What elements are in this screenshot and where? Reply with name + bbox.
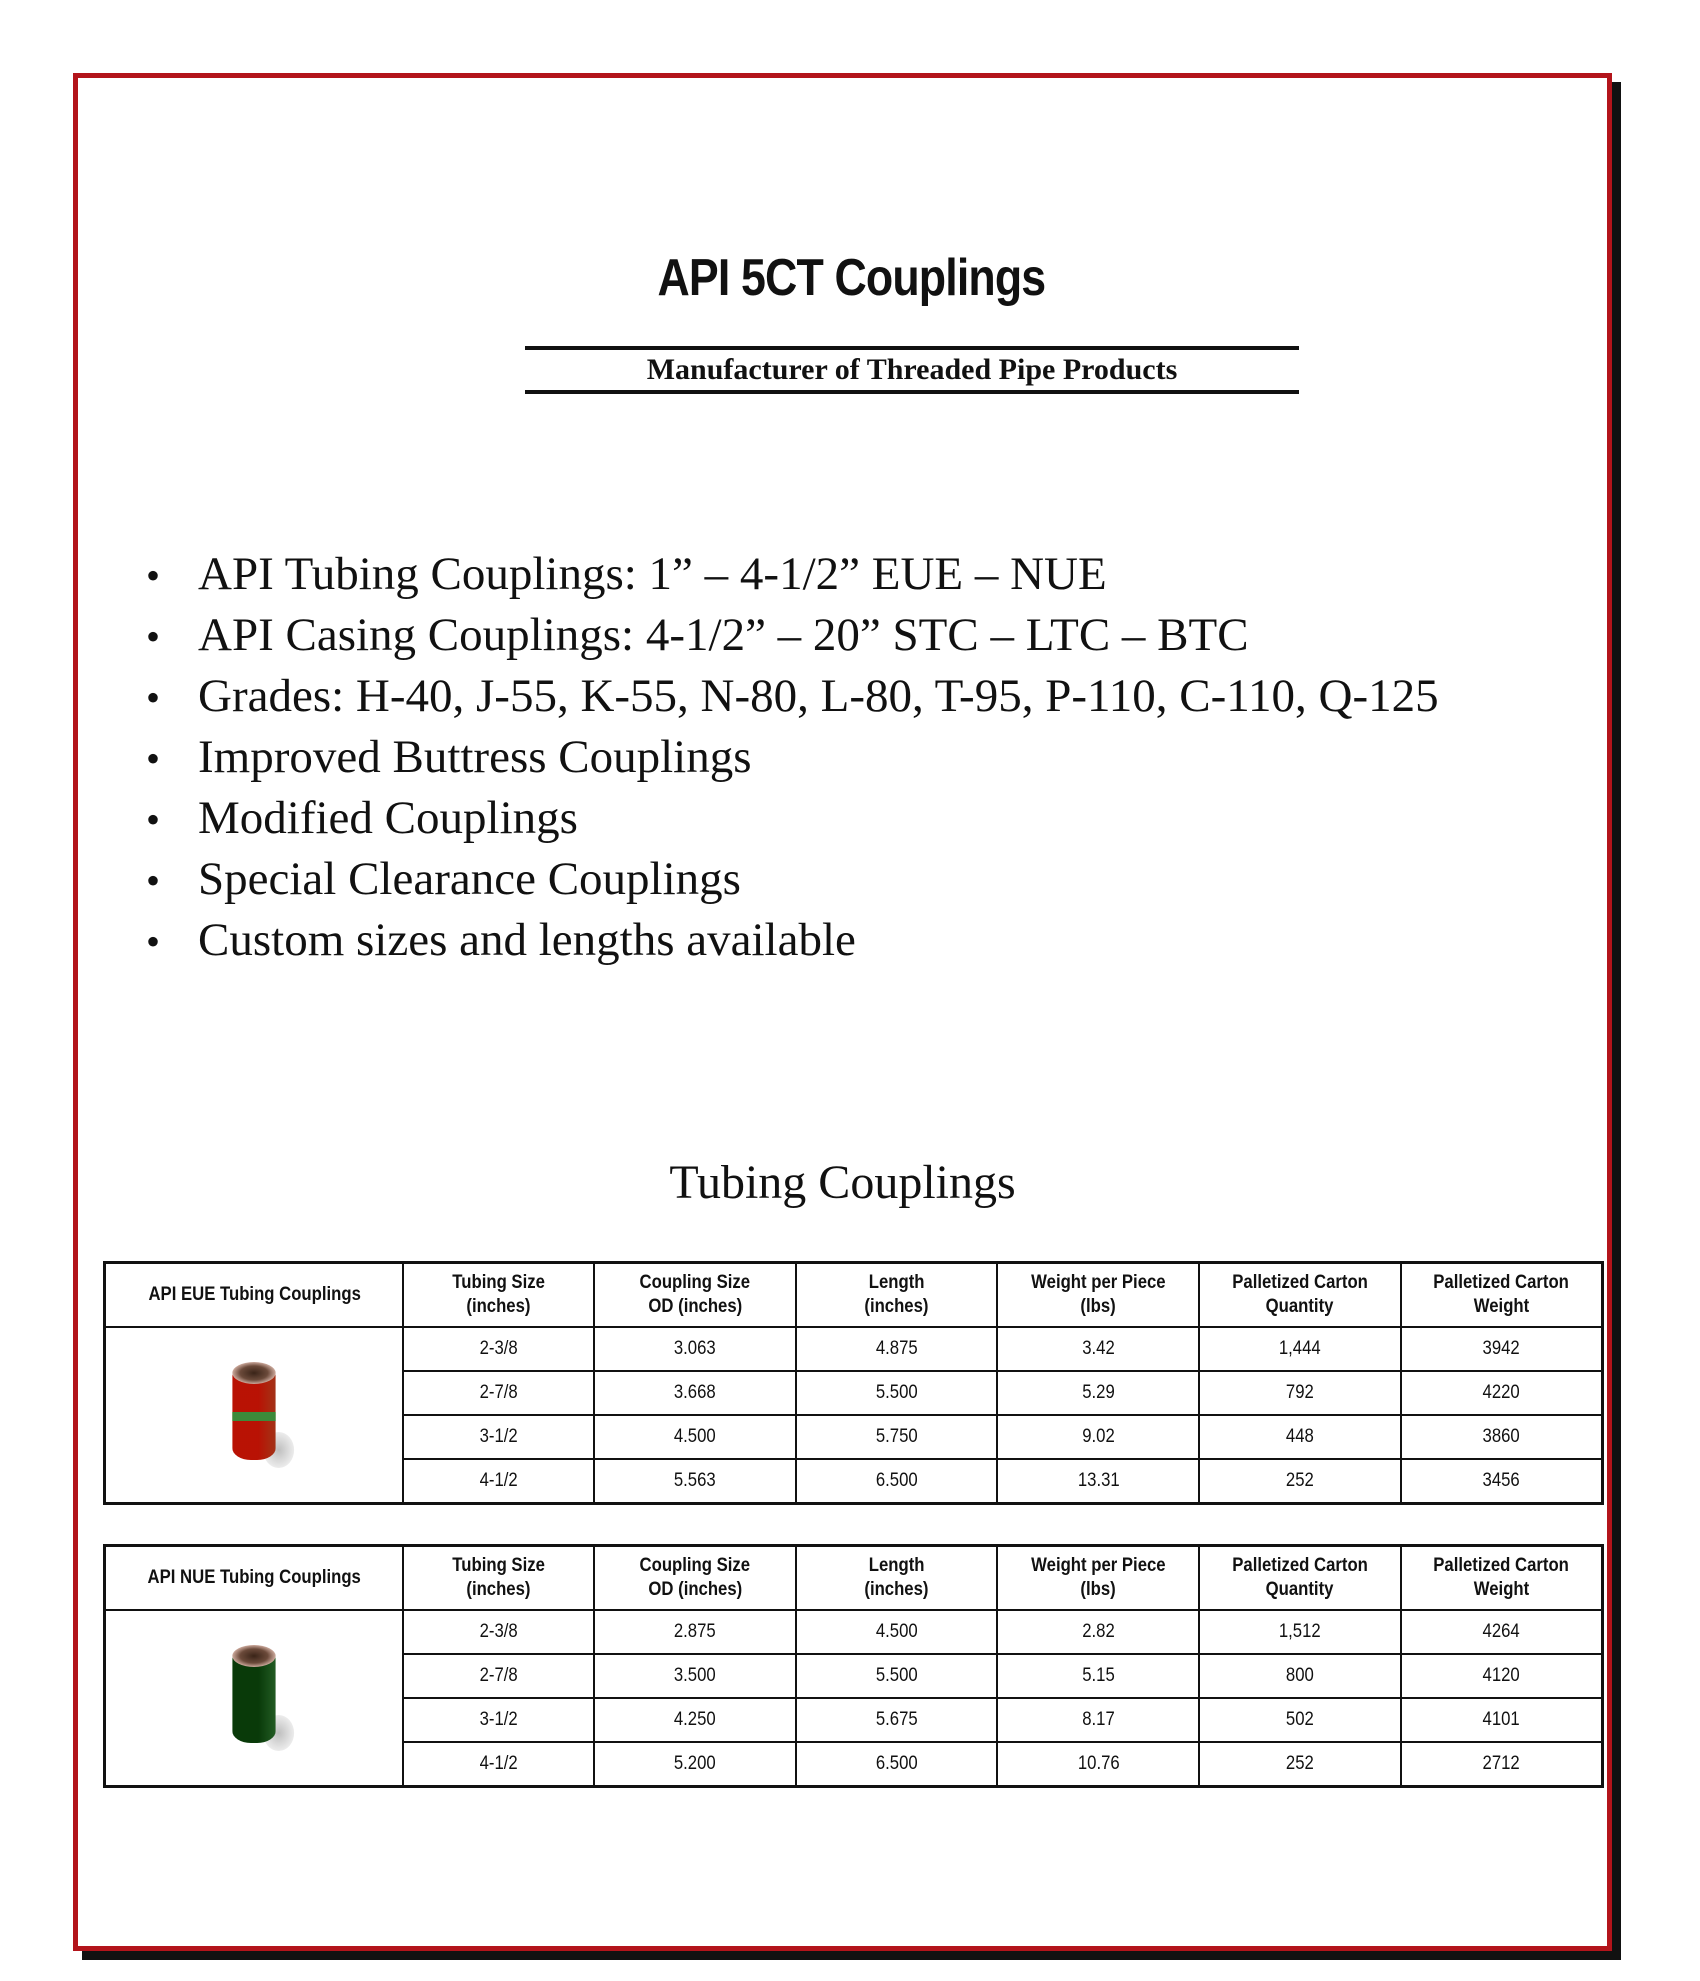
bullet-icon: •	[146, 614, 161, 659]
table-cell: 6.500	[796, 1742, 998, 1787]
green-coupling-icon	[230, 1645, 279, 1751]
table-cell: 1,444	[1199, 1327, 1401, 1371]
column-header: Weight per Piece (lbs)	[997, 1263, 1199, 1328]
column-header: Coupling Size OD (inches)	[594, 1263, 796, 1328]
table-cell: 2712	[1401, 1742, 1603, 1787]
orange-coupling-icon	[230, 1362, 279, 1468]
table-row	[105, 1610, 1603, 1654]
column-header: Length (inches)	[796, 1546, 998, 1611]
feature-item	[146, 605, 1439, 666]
feature-text: API Casing Couplings: 4-1/2” – 20” STC – LTC – BTC	[198, 609, 1249, 661]
feature-item	[146, 666, 1439, 727]
feature-item	[146, 544, 1439, 605]
table-cell: 6.500	[796, 1459, 998, 1504]
table-cell: 4120	[1401, 1654, 1603, 1698]
table-cell: 3.668	[594, 1371, 796, 1415]
table-cell: 3860	[1401, 1415, 1603, 1459]
column-header: Length (inches)	[796, 1263, 998, 1328]
table-row	[105, 1327, 1603, 1371]
nue-couplings-table	[103, 1544, 1604, 1788]
table-cell: 502	[1199, 1698, 1401, 1742]
eue-couplings-table	[103, 1261, 1604, 1505]
feature-list	[146, 544, 1439, 971]
table-cell: 8.17	[997, 1698, 1199, 1742]
section-title: Tubing Couplings	[669, 1156, 1016, 1209]
table-name-cell: API EUE Tubing Couplings	[105, 1263, 404, 1328]
bullet-icon: •	[146, 858, 161, 903]
table-cell: 5.500	[796, 1371, 998, 1415]
column-header: Palletized Carton Quantity	[1199, 1546, 1401, 1611]
table-cell: 3456	[1401, 1459, 1603, 1504]
table-cell: 4.250	[594, 1698, 796, 1742]
page-frame	[73, 73, 1612, 1951]
feature-text: Special Clearance Couplings	[198, 853, 741, 905]
table-cell: 5.29	[997, 1371, 1199, 1415]
feature-item	[146, 910, 1439, 971]
table-cell: 4-1/2	[403, 1742, 594, 1787]
feature-text: Grades: H-40, J-55, K-55, N-80, L-80, T-95, P-110, C-110, Q-125	[198, 670, 1439, 722]
table-cell: 5.500	[796, 1654, 998, 1698]
table-cell: 4-1/2	[403, 1459, 594, 1504]
bullet-icon: •	[146, 553, 161, 598]
table-cell: 2-7/8	[403, 1371, 594, 1415]
table-cell: 5.563	[594, 1459, 796, 1504]
table-cell: 792	[1199, 1371, 1401, 1415]
table-cell: 2-7/8	[403, 1654, 594, 1698]
column-header: Weight per Piece (lbs)	[997, 1546, 1199, 1611]
table-name-cell: API NUE Tubing Couplings	[105, 1546, 404, 1611]
table-cell: 3942	[1401, 1327, 1603, 1371]
feature-item	[146, 727, 1439, 788]
bullet-icon: •	[146, 736, 161, 781]
table-cell: 5.675	[796, 1698, 998, 1742]
coupling-image-cell	[105, 1610, 404, 1787]
table-cell: 1,512	[1199, 1610, 1401, 1654]
table-cell: 2-3/8	[403, 1327, 594, 1371]
feature-text: API Tubing Couplings: 1” – 4-1/2” EUE – NUE	[198, 548, 1107, 600]
table-cell: 2.82	[997, 1610, 1199, 1654]
feature-item	[146, 849, 1439, 910]
feature-text: Improved Buttress Couplings	[198, 731, 752, 783]
table-cell: 4.500	[594, 1415, 796, 1459]
feature-item	[146, 788, 1439, 849]
table-cell: 5.200	[594, 1742, 796, 1787]
table-cell: 3.42	[997, 1327, 1199, 1371]
table-cell: 4.875	[796, 1327, 998, 1371]
coupling-image-cell	[105, 1327, 404, 1504]
table-cell: 448	[1199, 1415, 1401, 1459]
bullet-icon: •	[146, 797, 161, 842]
table-cell: 252	[1199, 1742, 1401, 1787]
table-cell: 3-1/2	[403, 1698, 594, 1742]
bullet-icon: •	[146, 675, 161, 720]
column-header: Palletized Carton Quantity	[1199, 1263, 1401, 1328]
column-header: Tubing Size (inches)	[403, 1263, 594, 1328]
bullet-icon: •	[146, 919, 161, 964]
table-cell: 4264	[1401, 1610, 1603, 1654]
table-cell: 4220	[1401, 1371, 1603, 1415]
column-header: Coupling Size OD (inches)	[594, 1546, 796, 1611]
table-cell: 10.76	[997, 1742, 1199, 1787]
page-subtitle: Manufacturer of Threaded Pipe Products	[525, 346, 1299, 394]
table-cell: 252	[1199, 1459, 1401, 1504]
table-cell: 3.500	[594, 1654, 796, 1698]
table-cell: 3.063	[594, 1327, 796, 1371]
column-header: Tubing Size (inches)	[403, 1546, 594, 1611]
table-cell: 9.02	[997, 1415, 1199, 1459]
table-cell: 5.15	[997, 1654, 1199, 1698]
feature-text: Modified Couplings	[198, 792, 578, 844]
table-cell: 800	[1199, 1654, 1401, 1698]
page-title: API 5CT Couplings	[657, 249, 1046, 307]
column-header: Palletized Carton Weight	[1401, 1546, 1603, 1611]
table-cell: 3-1/2	[403, 1415, 594, 1459]
table-header-row	[105, 1263, 1603, 1328]
table-cell: 4.500	[796, 1610, 998, 1654]
feature-text: Custom sizes and lengths available	[198, 914, 856, 966]
table-cell: 2.875	[594, 1610, 796, 1654]
column-header: Palletized Carton Weight	[1401, 1263, 1603, 1328]
table-cell: 5.750	[796, 1415, 998, 1459]
table-cell: 2-3/8	[403, 1610, 594, 1654]
table-cell: 4101	[1401, 1698, 1603, 1742]
table-cell: 13.31	[997, 1459, 1199, 1504]
table-header-row	[105, 1546, 1603, 1611]
